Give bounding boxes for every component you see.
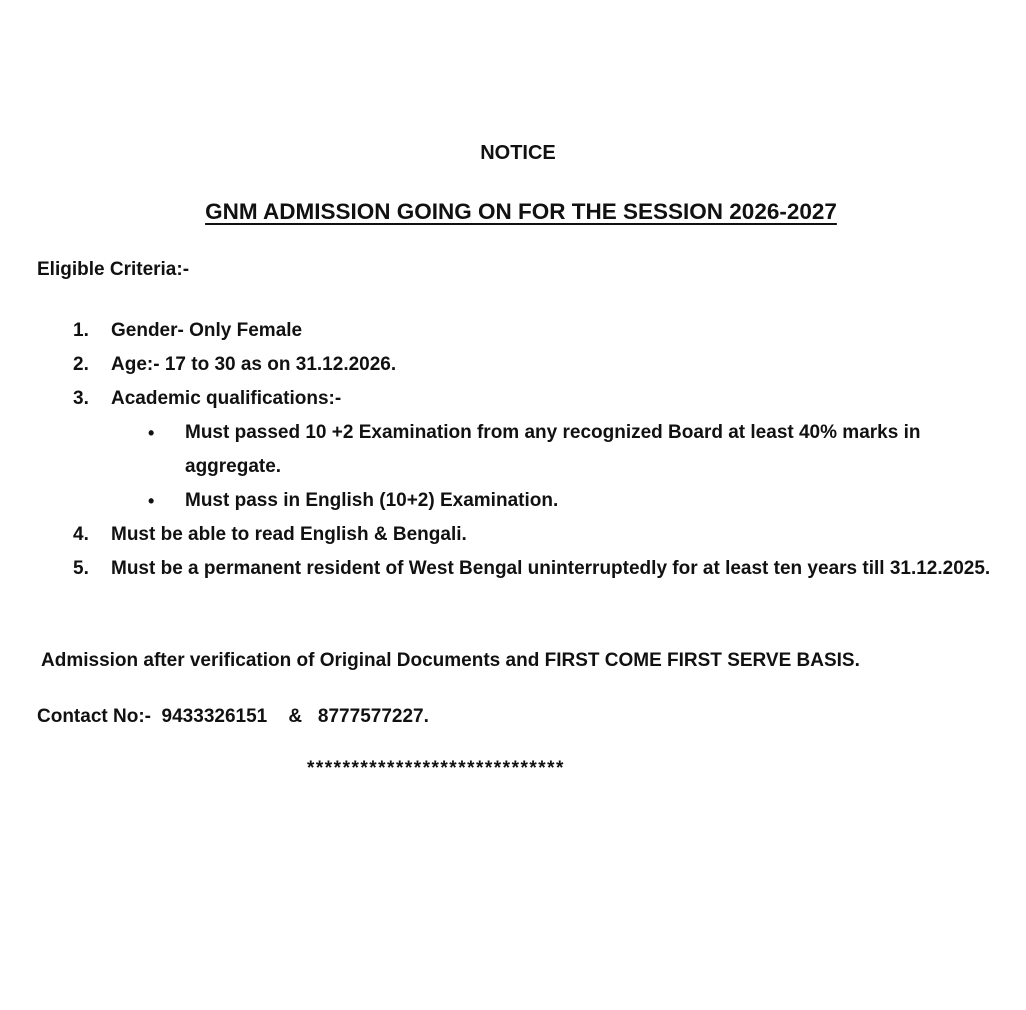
- list-item: [0, 348, 991, 382]
- admission-note: Admission after verification of Original Documents and FIRST COME FIRST SERVE BASIS.: [41, 650, 860, 671]
- list-item: [0, 552, 991, 586]
- list-number: 2.: [73, 354, 89, 375]
- bullet-icon: •: [148, 423, 155, 443]
- asterisk-divider: *****************************: [307, 758, 565, 779]
- eligibility-label: Eligible Criteria:-: [37, 259, 190, 280]
- list-item: [0, 382, 991, 416]
- list-item-text: Academic qualifications:-: [111, 388, 342, 409]
- notice-title: NOTICE: [480, 142, 556, 164]
- list-number: 1.: [73, 320, 89, 341]
- sub-list-item-text: Must passed 10 +2 Examination from any recognized Board at least 40% marks in aggregate.: [185, 422, 921, 477]
- sub-list-item-text: Must pass in English (10+2) Examination.: [185, 490, 559, 511]
- list-item-text: Must be a permanent resident of West Bengal uninterruptedly for at least ten years till 31.12.2025.: [111, 558, 991, 579]
- sub-list-item: [0, 484, 1005, 518]
- contact-phone-1: 9433326151: [161, 706, 268, 727]
- list-item-text: Must be able to read English & Bengali.: [111, 524, 467, 545]
- contact-phone-2: 8777577227.: [317, 706, 429, 727]
- criteria-list: [0, 314, 1026, 586]
- bullet-icon: •: [148, 491, 155, 511]
- sub-list-item: [0, 416, 1005, 484]
- list-number: 3.: [73, 388, 89, 409]
- contact-label: Contact No:-: [37, 706, 151, 727]
- list-item-text: Age:- 17 to 30 as on 31.12.2026.: [111, 354, 397, 375]
- admission-heading: [0, 199, 1026, 225]
- list-item-text: Gender- Only Female: [111, 320, 303, 341]
- list-item: [0, 518, 991, 552]
- admission-heading-text: GNM ADMISSION GOING ON FOR THE SESSION 2026-2027: [205, 199, 837, 224]
- list-number: 5.: [73, 558, 89, 579]
- list-number: 4.: [73, 524, 89, 545]
- contact-separator: &: [288, 706, 303, 727]
- contact-info: [37, 706, 429, 728]
- list-item: [0, 314, 991, 348]
